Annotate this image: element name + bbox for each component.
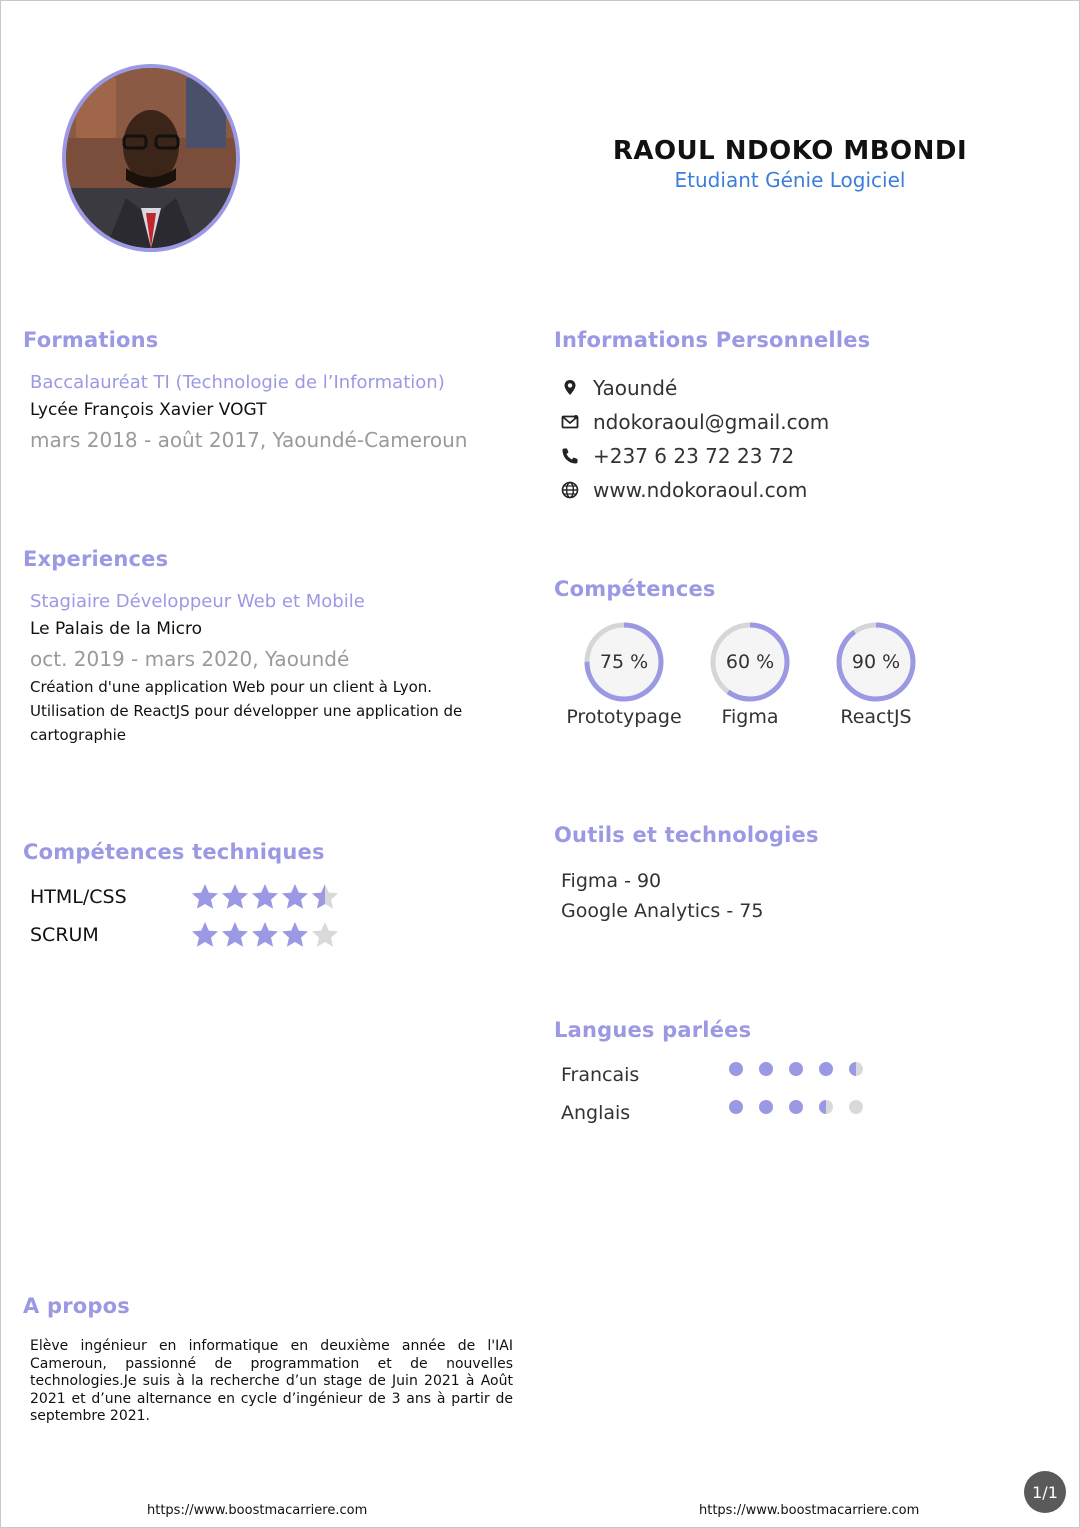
info-phone-text[interactable]: +237 6 23 72 23 72 bbox=[593, 444, 795, 468]
skill-prototypage bbox=[559, 620, 689, 728]
level-dot bbox=[728, 1099, 744, 1115]
skill-ring bbox=[708, 620, 792, 704]
skills-title: Compétences bbox=[554, 577, 716, 601]
experience-line: Création d'une application Web pour un client à Lyon. bbox=[30, 678, 433, 696]
tech-skills-title: Compétences techniques bbox=[23, 840, 325, 864]
candidate-role: Etudiant Génie Logiciel bbox=[674, 168, 906, 192]
about-text: Elève ingénieur en informatique en deuxième année de l'IAI Cameroun, passionné de programmation et de nouvelles technologies.Je suis à la recherche d’un stage de Juin 2021 à Août 2021 et d’une alternance en cycle d’ingénieur de 3 ans à partir de septembre 2021. bbox=[30, 1338, 513, 1424]
tech-skill-label: HTML/CSS bbox=[30, 886, 127, 908]
tech-skill-label: SCRUM bbox=[30, 924, 99, 946]
info-email-text[interactable]: ndokoraoul@gmail.com bbox=[593, 410, 830, 434]
skill-figma bbox=[685, 620, 815, 728]
star-icon bbox=[280, 920, 310, 950]
personal-info-title: Informations Personnelles bbox=[554, 328, 871, 352]
location-pin-icon bbox=[560, 378, 580, 398]
star-icon bbox=[310, 920, 340, 950]
level-dot bbox=[788, 1061, 804, 1077]
level-dot bbox=[848, 1061, 864, 1077]
formation-period: mars 2018 - août 2017, Yaoundé-Cameroun bbox=[30, 428, 468, 452]
skill-label: ReactJS bbox=[840, 706, 912, 728]
about-title: A propos bbox=[23, 1294, 130, 1318]
level-dot bbox=[758, 1061, 774, 1077]
email-icon bbox=[560, 412, 580, 432]
tech-skill-stars bbox=[190, 920, 340, 950]
info-location bbox=[560, 373, 677, 403]
profile-photo bbox=[62, 64, 240, 252]
skill-reactjs bbox=[811, 620, 941, 728]
level-dot bbox=[818, 1099, 834, 1115]
star-icon bbox=[310, 882, 340, 912]
language-dots bbox=[728, 1099, 878, 1115]
level-dot bbox=[848, 1099, 864, 1115]
languages-title: Langues parlées bbox=[554, 1018, 752, 1042]
tool-item: Figma - 90 bbox=[561, 870, 662, 892]
skill-label: Prototypage bbox=[566, 706, 682, 728]
skill-percent: 60 % bbox=[725, 651, 775, 673]
info-email[interactable] bbox=[560, 407, 829, 437]
star-icon bbox=[220, 920, 250, 950]
level-dot bbox=[728, 1061, 744, 1077]
info-location-text: Yaoundé bbox=[593, 376, 678, 400]
footer-link-right[interactable]: https://www.boostmacarriere.com bbox=[699, 1503, 920, 1518]
skill-percent: 75 % bbox=[599, 651, 649, 673]
phone-icon bbox=[560, 446, 580, 466]
level-dot bbox=[818, 1061, 834, 1077]
level-dot bbox=[788, 1099, 804, 1115]
info-website-text[interactable]: www.ndokoraoul.com bbox=[593, 478, 808, 502]
experiences-title: Experiences bbox=[23, 547, 169, 571]
profile-photo-illustration bbox=[66, 68, 236, 248]
skill-label: Figma bbox=[721, 706, 779, 728]
footer-link-left[interactable]: https://www.boostmacarriere.com bbox=[147, 1503, 368, 1518]
experience-period: oct. 2019 - mars 2020, Yaoundé bbox=[30, 647, 350, 671]
skill-ring bbox=[834, 620, 918, 704]
tool-item: Google Analytics - 75 bbox=[561, 900, 764, 922]
tech-skill-stars bbox=[190, 882, 340, 912]
experience-title: Stagiaire Développeur Web et Mobile bbox=[30, 591, 365, 612]
language-dots bbox=[728, 1061, 878, 1077]
tools-title: Outils et technologies bbox=[554, 823, 819, 847]
experience-company: Le Palais de la Micro bbox=[30, 619, 203, 639]
formation-degree: Baccalauréat TI (Technologie de l’Information) bbox=[30, 372, 445, 393]
experience-description bbox=[30, 675, 510, 747]
skill-ring bbox=[582, 620, 666, 704]
experience-line: cartographie bbox=[30, 726, 126, 744]
page-indicator: 1/1 bbox=[1024, 1471, 1066, 1513]
language-label: Francais bbox=[561, 1064, 640, 1086]
level-dot bbox=[758, 1099, 774, 1115]
star-icon bbox=[220, 882, 250, 912]
star-icon bbox=[190, 920, 220, 950]
info-phone[interactable] bbox=[560, 441, 794, 471]
globe-icon bbox=[560, 480, 580, 500]
star-icon bbox=[250, 920, 280, 950]
skill-percent: 90 % bbox=[851, 651, 901, 673]
info-website[interactable] bbox=[560, 475, 807, 505]
formations-title: Formations bbox=[23, 328, 159, 352]
formation-school: Lycée François Xavier VOGT bbox=[30, 400, 267, 420]
star-icon bbox=[250, 882, 280, 912]
star-icon bbox=[190, 882, 220, 912]
candidate-name: RAOUL NDOKO MBONDI bbox=[612, 136, 968, 166]
language-label: Anglais bbox=[561, 1102, 631, 1124]
star-icon bbox=[280, 882, 310, 912]
experience-line: Utilisation de ReactJS pour développer une application de bbox=[30, 702, 463, 720]
